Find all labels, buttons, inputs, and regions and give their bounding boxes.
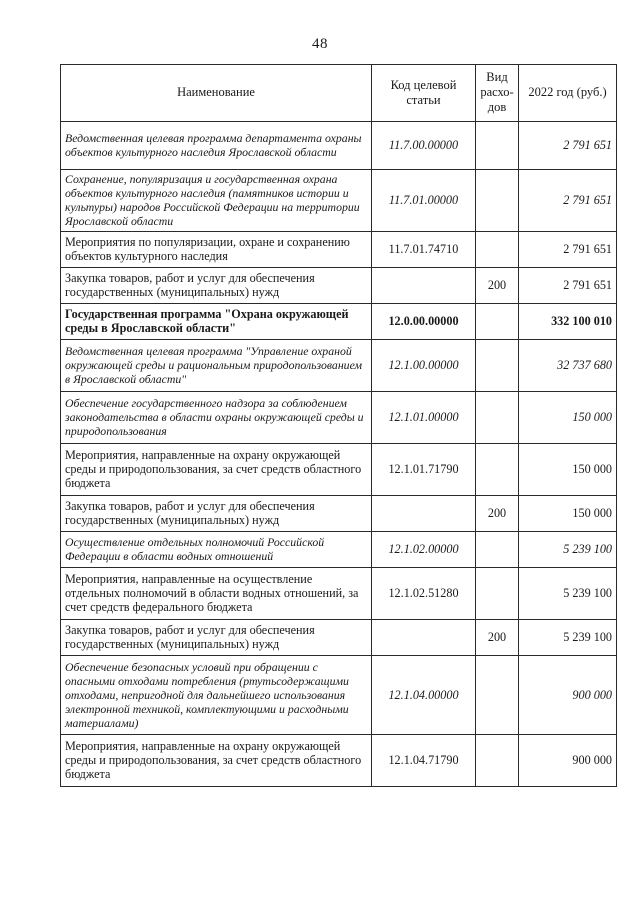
table-row — [61, 392, 617, 444]
table-row — [61, 496, 617, 532]
cell-amount: 5 239 100 — [519, 620, 617, 656]
cell-amount: 150 000 — [519, 444, 617, 496]
cell-code — [372, 496, 476, 532]
cell-code: 11.7.01.74710 — [372, 232, 476, 268]
cell-kind — [476, 170, 519, 232]
table-row — [61, 444, 617, 496]
cell-amount: 2 791 651 — [519, 122, 617, 170]
budget-table — [60, 64, 617, 787]
table-header — [61, 65, 617, 122]
cell-name: Мероприятия, направленные на осуществление отдельных полномочий в области водных отношений, за счет средств федерального бюджета — [61, 568, 372, 620]
header-code: Код целевой статьи — [372, 65, 476, 122]
cell-code: 12.1.01.00000 — [372, 392, 476, 444]
table-row — [61, 656, 617, 735]
cell-kind — [476, 444, 519, 496]
cell-code: 11.7.00.00000 — [372, 122, 476, 170]
table-row — [61, 170, 617, 232]
cell-kind — [476, 568, 519, 620]
cell-kind: 200 — [476, 268, 519, 304]
header-kind: Вид расхо-дов — [476, 65, 519, 122]
table-row — [61, 122, 617, 170]
cell-code: 12.1.02.51280 — [372, 568, 476, 620]
cell-kind — [476, 392, 519, 444]
cell-amount: 332 100 010 — [519, 304, 617, 340]
table-row — [61, 268, 617, 304]
cell-name: Государственная программа "Охрана окружающей среды в Ярославской области" — [61, 304, 372, 340]
cell-amount: 150 000 — [519, 496, 617, 532]
cell-name: Мероприятия, направленные на охрану окружающей среды и природопользования, за счет средств областного бюджета — [61, 735, 372, 787]
cell-amount: 2 791 651 — [519, 268, 617, 304]
cell-name: Ведомственная целевая программа департамента охраны объектов культурного наследия Ярославской области — [61, 122, 372, 170]
cell-kind — [476, 735, 519, 787]
cell-name: Мероприятия по популяризации, охране и сохранению объектов культурного наследия — [61, 232, 372, 268]
cell-code: 12.1.04.71790 — [372, 735, 476, 787]
cell-kind — [476, 532, 519, 568]
cell-name: Обеспечение государственного надзора за соблюдением законодательства в области охраны окружающей среды и природопользования — [61, 392, 372, 444]
cell-code: 12.1.01.71790 — [372, 444, 476, 496]
table-row — [61, 735, 617, 787]
cell-code: 12.1.00.00000 — [372, 340, 476, 392]
cell-code: 12.1.02.00000 — [372, 532, 476, 568]
cell-kind — [476, 232, 519, 268]
cell-kind — [476, 122, 519, 170]
cell-name: Ведомственная целевая программа "Управление охраной окружающей среды и рациональным природопользованием в Ярославской области" — [61, 340, 372, 392]
table-body — [61, 122, 617, 787]
cell-amount: 900 000 — [519, 735, 617, 787]
table-row — [61, 340, 617, 392]
cell-amount: 2 791 651 — [519, 232, 617, 268]
table-row — [61, 568, 617, 620]
cell-kind: 200 — [476, 496, 519, 532]
cell-name: Сохранение, популяризация и государственная охрана объектов культурного наследия (памятников истории и культуры) народов Российской Федерации на территории Ярославской области — [61, 170, 372, 232]
table-row — [61, 620, 617, 656]
cell-kind — [476, 656, 519, 735]
cell-code: 12.0.00.00000 — [372, 304, 476, 340]
table-row — [61, 532, 617, 568]
cell-name: Обеспечение безопасных условий при обращении с опасными отходами потребления (ртутьсодержащими отходами, непригодной для дальнейшего использования электронной техникой, комплектующими и расходными материалами) — [61, 656, 372, 735]
table-row — [61, 232, 617, 268]
cell-name: Закупка товаров, работ и услуг для обеспечения государственных (муниципальных) нужд — [61, 268, 372, 304]
cell-amount: 32 737 680 — [519, 340, 617, 392]
cell-amount: 5 239 100 — [519, 532, 617, 568]
cell-name: Закупка товаров, работ и услуг для обеспечения государственных (муниципальных) нужд — [61, 496, 372, 532]
cell-amount: 150 000 — [519, 392, 617, 444]
cell-amount: 2 791 651 — [519, 170, 617, 232]
page-number: 48 — [312, 36, 328, 52]
cell-kind — [476, 340, 519, 392]
cell-name: Мероприятия, направленные на охрану окружающей среды и природопользования, за счет средств областного бюджета — [61, 444, 372, 496]
cell-kind — [476, 304, 519, 340]
cell-code — [372, 268, 476, 304]
table-row — [61, 304, 617, 340]
cell-code — [372, 620, 476, 656]
cell-name: Осуществление отдельных полномочий Российской Федерации в области водных отношений — [61, 532, 372, 568]
cell-name: Закупка товаров, работ и услуг для обеспечения государственных (муниципальных) нужд — [61, 620, 372, 656]
cell-code: 11.7.01.00000 — [372, 170, 476, 232]
header-name: Наименование — [61, 65, 372, 122]
cell-amount: 5 239 100 — [519, 568, 617, 620]
cell-amount: 900 000 — [519, 656, 617, 735]
header-amount: 2022 год (руб.) — [519, 65, 617, 122]
header-row — [61, 65, 617, 122]
cell-kind: 200 — [476, 620, 519, 656]
cell-code: 12.1.04.00000 — [372, 656, 476, 735]
